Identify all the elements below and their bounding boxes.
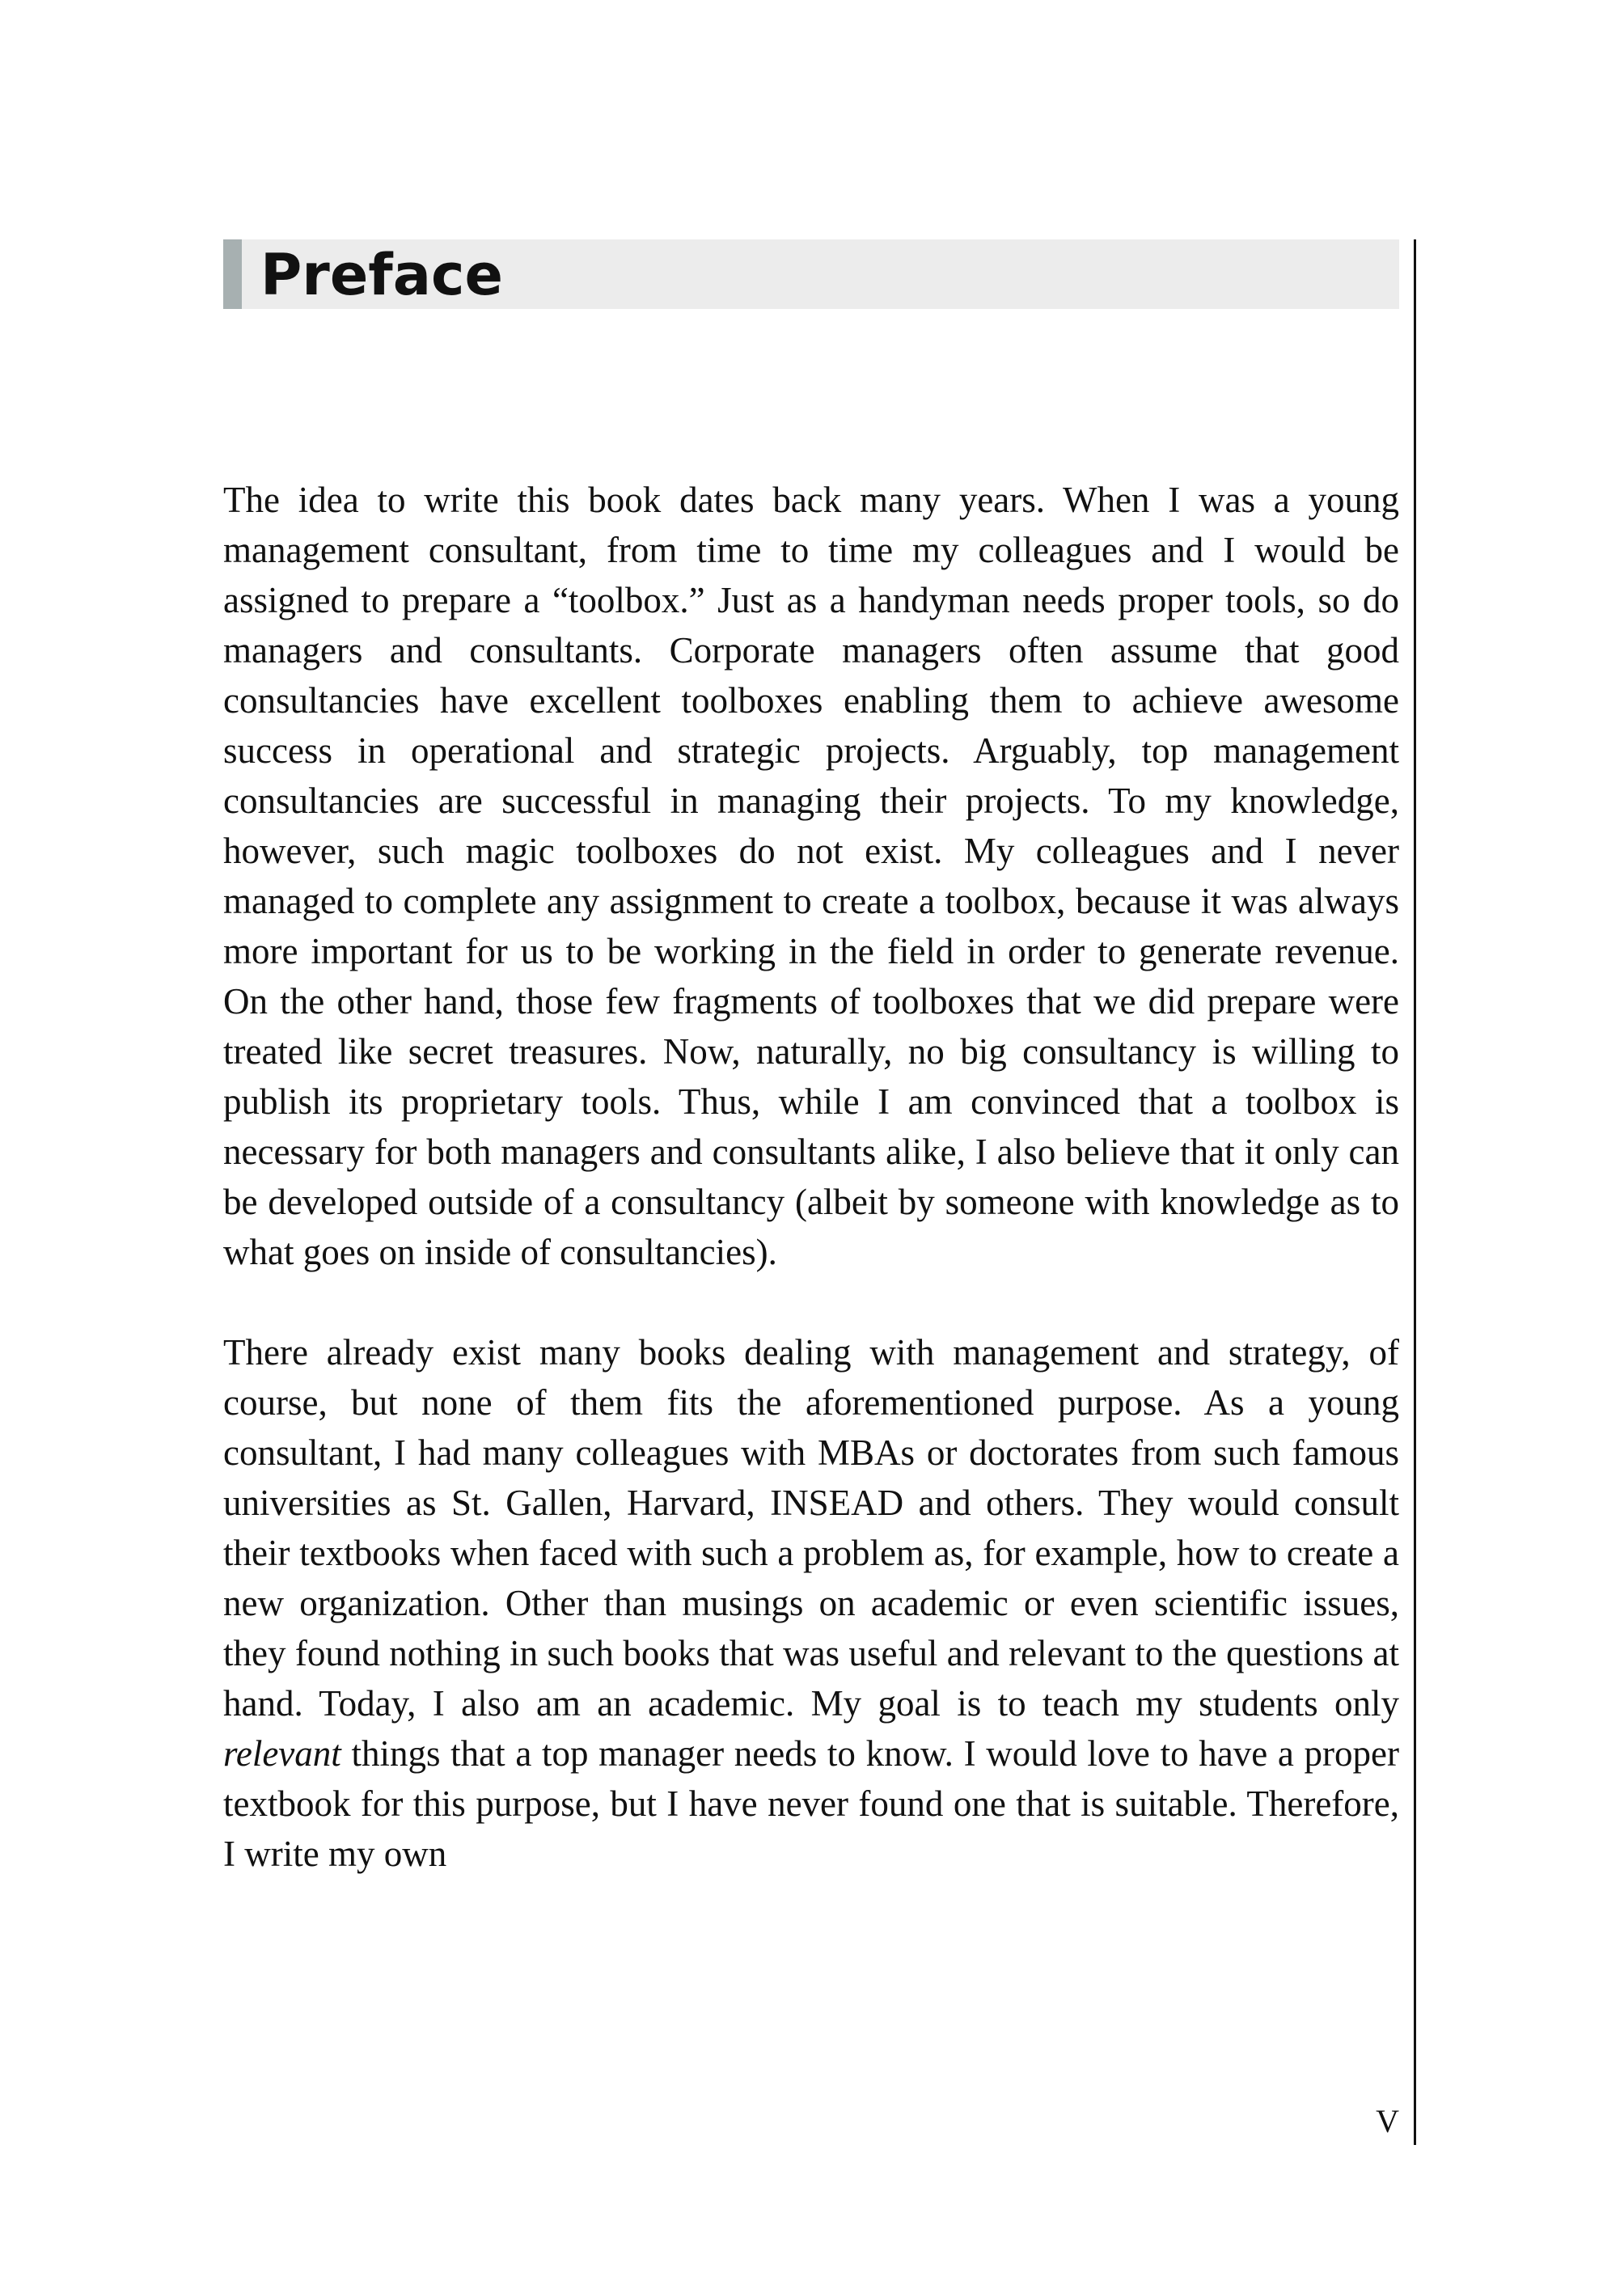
paragraph-1: The idea to write this book dates back many years. When I was a young management consultant, from time to time my colleagues and I would be assigned to prepare a “toolbox.” Just as a handyman needs proper tools, so do managers and consultants. Corporate managers often assume that good consultancies have excellent toolboxes enabling them to achieve awesome success in operational and strategic projects. Arguably, top management consultancies are successful in managing their projects. To my knowledge, however, such magic toolboxes do not exist. My colleagues and I never managed to complete any assignment to create a toolbox, because it was always more important for us to be working in the field in order to generate revenue. On the other hand, those few fragments of toolboxes that we did prepare were treated like secret treasures. Now, naturally, no big consultancy is willing to publish its proprietary tools. Thus, while I am convinced that a toolbox is necessary for both managers and consultants alike, I also believe that it only can be developed outside of a consultancy (albeit by someone with knowledge as to what goes on inside of consultancies). <box>223 480 1399 1272</box>
heading-accent-marker <box>223 239 242 309</box>
paragraph-2-text-start: There already exist many books dealing with management and strategy, of course, but none of them fits the aforementioned purpose. As a young consultant, I had many colleagues with MBAs or doctorates from such famous universities as St. Gallen, Harvard, INSEAD and others. They would consult their textbooks when faced with such a problem as, for example, how to create a new organization. Other than musings on academic or even scientific issues, they found nothing in such books that was useful and relevant to the questions at hand. Today, I also am an academic. My goal is to teach my students only <box>223 1332 1399 1724</box>
chapter-title: Preface <box>260 242 503 308</box>
chapter-heading-bar <box>223 239 1399 309</box>
paragraph-2-text-end: things that a top manager needs to know. I would love to have a proper textbook for this purpose, but I have never found one that is suitable. Therefore, I write my own <box>223 1733 1399 1874</box>
page-margin-rule <box>1414 239 1416 2145</box>
body-text <box>223 475 1399 1879</box>
paragraph-2 <box>223 1327 1399 1879</box>
page-number: V <box>1376 2103 1399 2139</box>
emphasized-word: relevant <box>223 1733 341 1774</box>
